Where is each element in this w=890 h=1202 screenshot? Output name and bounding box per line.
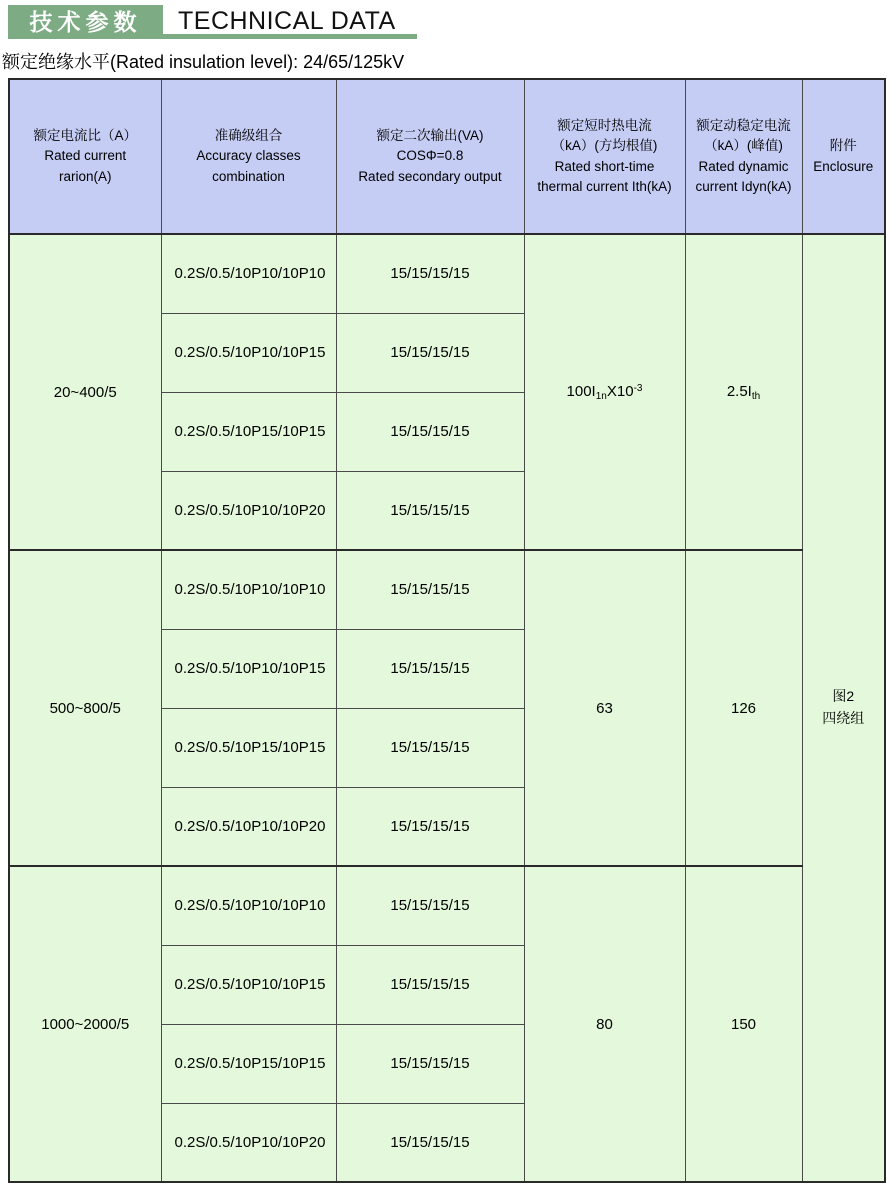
dynamic-current-cell: $2.5I_{th}$ bbox=[685, 234, 802, 550]
header-line: （kA）(方均根值) bbox=[551, 138, 658, 154]
header-line: combination bbox=[212, 168, 285, 184]
col-header-rated-current-ratio bbox=[9, 79, 161, 234]
enclosure-line: 四绕组 bbox=[822, 710, 865, 726]
col-header-dynamic-current bbox=[685, 79, 802, 234]
accuracy-cell: 0.2S/0.5/10P10/10P10 bbox=[161, 550, 336, 629]
header-line: rarion(A) bbox=[58, 168, 112, 184]
accuracy-cell: 0.2S/0.5/10P15/10P15 bbox=[161, 708, 336, 787]
page-header bbox=[8, 5, 882, 43]
header-line: current Idyn(kA) bbox=[695, 178, 792, 194]
header-line: Rated secondary output bbox=[358, 168, 502, 184]
output-cell: 15/15/15/15 bbox=[336, 392, 524, 471]
rated-insulation-level: 额定绝缘水平(Rated insulation level): 24/65/125kV bbox=[2, 52, 405, 72]
output-cell: 15/15/15/15 bbox=[336, 787, 524, 866]
output-cell: 15/15/15/15 bbox=[336, 313, 524, 392]
accuracy-cell: 0.2S/0.5/10P15/10P15 bbox=[161, 392, 336, 471]
enclosure-cell bbox=[802, 234, 885, 1182]
accuracy-cell: 0.2S/0.5/10P10/10P10 bbox=[161, 234, 336, 313]
dynamic-current-cell: 150 bbox=[685, 866, 802, 1182]
header-line: Rated short-time bbox=[554, 158, 655, 174]
header-line: 额定二次输出(VA) bbox=[376, 128, 484, 144]
output-cell: 15/15/15/15 bbox=[336, 708, 524, 787]
header-row bbox=[9, 79, 885, 234]
col-header-accuracy-classes bbox=[161, 79, 336, 234]
thermal-current-cell: 63 bbox=[524, 550, 685, 866]
accuracy-cell: 0.2S/0.5/10P10/10P20 bbox=[161, 1103, 336, 1182]
output-cell: 15/15/15/15 bbox=[336, 471, 524, 550]
output-cell: 15/15/15/15 bbox=[336, 866, 524, 945]
ratio-cell: 1000~2000/5 bbox=[9, 866, 161, 1182]
header-line: 额定电流比（A） bbox=[33, 128, 137, 144]
output-cell: 15/15/15/15 bbox=[336, 629, 524, 708]
header-line: COSΦ=0.8 bbox=[396, 148, 464, 164]
table-row bbox=[9, 234, 885, 313]
technical-data-table bbox=[8, 78, 886, 1183]
accuracy-cell: 0.2S/0.5/10P10/10P15 bbox=[161, 313, 336, 392]
accuracy-cell: 0.2S/0.5/10P10/10P10 bbox=[161, 866, 336, 945]
output-cell: 15/15/15/15 bbox=[336, 234, 524, 313]
header-line: Rated current bbox=[44, 148, 127, 164]
header-line: 额定短时热电流 bbox=[557, 118, 652, 133]
header-line: 准确级组合 bbox=[214, 128, 283, 144]
header-line: （kA）(峰值) bbox=[704, 138, 783, 154]
header-line: Rated dynamic bbox=[698, 158, 789, 174]
accuracy-cell: 0.2S/0.5/10P10/10P15 bbox=[161, 629, 336, 708]
ratio-cell: 20~400/5 bbox=[9, 234, 161, 550]
accuracy-cell: 0.2S/0.5/10P10/10P15 bbox=[161, 945, 336, 1024]
output-cell: 15/15/15/15 bbox=[336, 1103, 524, 1182]
col-header-secondary-output bbox=[336, 79, 524, 234]
col-header-thermal-current bbox=[524, 79, 685, 234]
output-cell: 15/15/15/15 bbox=[336, 945, 524, 1024]
thermal-current-cell: $100I_{1n}X10^{-3}$ bbox=[524, 234, 685, 550]
page-title: TECHNICAL DATA bbox=[178, 7, 396, 35]
header-line: thermal current Ith(kA) bbox=[537, 178, 672, 194]
col-header-enclosure bbox=[802, 79, 885, 234]
output-cell: 15/15/15/15 bbox=[336, 550, 524, 629]
header-line: 附件 bbox=[829, 138, 857, 154]
accuracy-cell: 0.2S/0.5/10P10/10P20 bbox=[161, 787, 336, 866]
ratio-cell: 500~800/5 bbox=[9, 550, 161, 866]
header-line: 额定动稳定电流 bbox=[696, 118, 791, 133]
output-cell: 15/15/15/15 bbox=[336, 1024, 524, 1103]
enclosure-line: 图2 bbox=[832, 688, 855, 705]
accuracy-cell: 0.2S/0.5/10P15/10P15 bbox=[161, 1024, 336, 1103]
page-title-badge: 技术参数 bbox=[8, 5, 163, 38]
table-row bbox=[9, 550, 885, 629]
accuracy-cell: 0.2S/0.5/10P10/10P20 bbox=[161, 471, 336, 550]
table-row bbox=[9, 866, 885, 945]
header-line: Enclosure bbox=[813, 158, 874, 174]
dynamic-current-cell: 126 bbox=[685, 550, 802, 866]
thermal-current-cell: 80 bbox=[524, 866, 685, 1182]
header-line: Accuracy classes bbox=[196, 148, 301, 164]
